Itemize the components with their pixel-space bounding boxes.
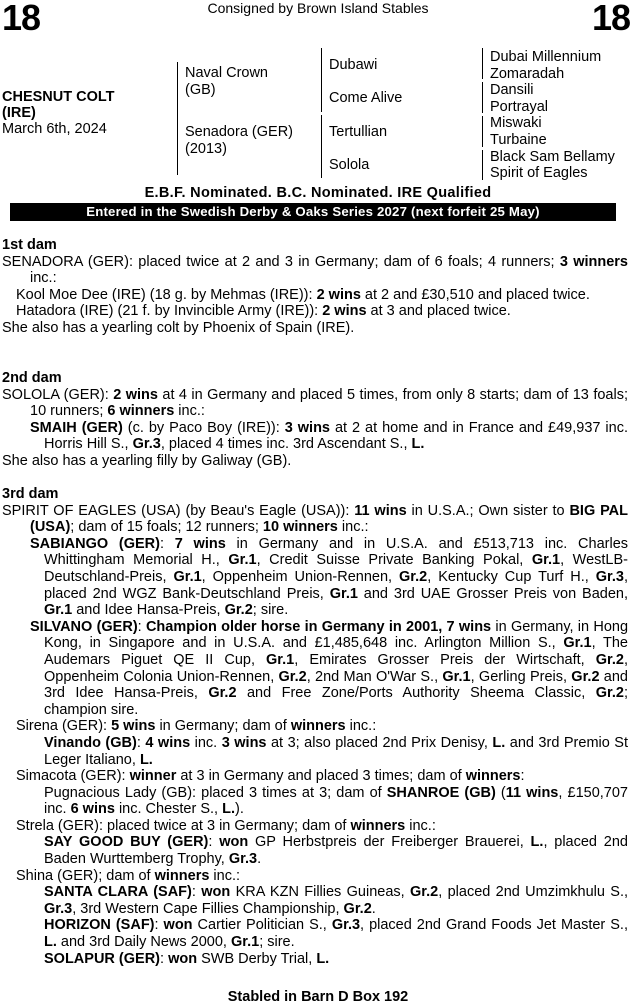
colt-info (2, 89, 115, 137)
produce-horizon: HORIZON (SAF): won Cartier Politician S., Gr.3, placed 2nd Grand Foods Jet Master S., L. and 3rd Daily News 2000, Gr.1; sire. (44, 917, 628, 951)
third-dam-heading: 3rd dam (2, 486, 59, 502)
pedigree-gen3: Dubai Millennium Zomaradah Dansili Portrayal Miswaki Turbaine Black Sam Bellamy Spirit of Eagles (490, 49, 615, 182)
second-dam-section (2, 370, 628, 470)
first-dam-heading: 1st dam (2, 237, 57, 253)
pedigree-gen2-2: Tertullian (329, 124, 388, 140)
consignor: Consigned by Brown Island Stables (207, 0, 429, 16)
lot-number-right: 18 (591, 0, 630, 38)
pedigree-line-3d (482, 150, 483, 180)
pedigree-gen2-0: Dubawi (329, 57, 378, 73)
first-dam-section (2, 237, 628, 337)
first-dam-summary: SENADORA (GER): placed twice at 2 and 3 in Germany; dam of 6 foals; 4 runners; 3 winners inc.: (2, 253, 628, 287)
produce-sirena: Sirena (GER): 5 wins in Germany; dam of winners inc.: (16, 718, 377, 735)
colt-name: CHESNUT COLT (2, 89, 115, 105)
second-dam-produce-1: SMAIH (GER) (c. by Paco Boy (IRE)): 3 wins at 2 at home and in France and £49,937 inc. Horris Hill S., Gr.3, placed 4 times inc. 3rd Ascendant S., L. (30, 419, 628, 453)
pedigree-dam: Senadora (GER) (2013) (185, 124, 293, 157)
produce-solapur: SOLAPUR (GER): won SWB Derby Trial, L. (44, 950, 330, 967)
produce-silvano: SILVANO (GER): Champion older horse in Germany in 2001, 7 wins in Germany, in Hong Kong, in Singapore and in U.S.A. and £1,485,648 inc. Arlington Million S., Gr.1, The Audemars Piguet QE II Cup, Gr.1, Emirates Grosser Preis der Wirtschaft, Gr.2, Oppenheim Colonia Union-Rennen, Gr.2, 2nd Man O'War S., Gr.1, Gerling Preis, Gr.2 and 3rd Idee Hansa-Preis, Gr.2 and Free Zone/Ports Authority Sheema Classic, Gr.2; champion sire. (30, 618, 629, 718)
produce-simacota: Simacota (GER): winner at 3 in Germany and placed 3 times; dam of winners: (16, 768, 525, 785)
second-dam-yearling: She also has a yearling filly by Galiway (GB). (2, 452, 292, 469)
produce-say-good-buy: SAY GOOD BUY (GER): won GP Herbstpreis der Freiberger Brauerei, L., placed 2nd Baden Wurttemberg Trophy, Gr.3. (44, 834, 628, 868)
produce-strela: Strela (GER): placed twice at 3 in Germany; dam of winners inc.: (16, 817, 436, 834)
third-dam-section (2, 486, 628, 967)
colt-dob: March 6th, 2024 (2, 121, 107, 137)
first-dam-produce-1: Kool Moe Dee (IRE) (18 g. by Mehmas (IRE)): 2 wins at 2 and £30,510 and placed twice. (16, 286, 590, 303)
pedigree-line-3b (482, 82, 483, 113)
series-banner: Entered in the Swedish Derby & Oaks Series 2027 (next forfeit 25 May) (10, 203, 616, 221)
third-dam-summary: SPIRIT OF EAGLES (USA) (by Beau's Eagle (USA)): 11 wins in U.S.A.; Own sister to BIG PAL (USA); dam of 15 foals; 12 runners; 10 winners inc.: (2, 502, 628, 536)
produce-pugnacious-lady: Pugnacious Lady (GB): placed 3 times at 3; dam of SHANROE (GB) (11 wins, £150,707 inc. 6 wins inc. Chester S., L.). (44, 784, 628, 818)
produce-shina: Shina (GER); dam of winners inc.: (16, 867, 241, 884)
pedigree-gen2-1: Come Alive (329, 90, 403, 106)
stabled-location: Stabled in Barn D Box 192 (227, 989, 409, 1005)
second-dam-heading: 2nd dam (2, 370, 62, 386)
lot-number-left: 18 (2, 0, 41, 38)
produce-santa-clara: SANTA CLARA (SAF): won KRA KZN Fillies Guineas, Gr.2, placed 2nd Umzimkhulu S., Gr.3, 3rd Western Cape Fillies Championship, Gr.2. (44, 884, 629, 917)
pedigree-line-3a (482, 48, 483, 79)
pedigree-sire: Naval Crown (GB) (185, 65, 268, 98)
colt-country: (IRE) (2, 105, 36, 121)
nominations: E.B.F. Nominated. B.C. Nominated. IRE Qualified (144, 185, 492, 201)
produce-sabiango: SABIANGO (GER): 7 wins in Germany and in U.S.A. and £513,713 inc. Charles Whittingham Memorial H., Gr.1, Credit Suisse Private Banking Pokal, Gr.1, WestLB-Deutschland-Preis, Gr.1, Oppenheim Union-Rennen, Gr.2, Kentucky Cup Turf H., Gr.3, placed 2nd WGZ Bank-Deutschland Preis, Gr.1 and 3rd UAE Grosser Preis von Baden, Gr.1 and Idee Hansa-Preis, Gr.2; sire. (30, 535, 629, 619)
pedigree-line-3c (482, 116, 483, 147)
produce-vinando: Vinando (GB): 4 wins inc. 3 wins at 3; also placed 2nd Prix Denisy, L. and 3rd Premio St Leger Italiano, L. (44, 734, 629, 768)
pedigree-line-2b (321, 115, 322, 178)
second-dam-summary: SOLOLA (GER): 2 wins at 4 in Germany and placed 5 times, from only 8 starts; dam of 13 foals; 10 runners; 6 winners inc.: (2, 386, 628, 420)
first-dam-yearling: She also has a yearling colt by Phoenix of Spain (IRE). (2, 319, 355, 336)
pedigree-line-1 (177, 62, 178, 175)
pedigree-line-2a (321, 48, 322, 112)
pedigree-gen2-3: Solola (329, 157, 370, 173)
first-dam-produce-2: Hatadora (IRE) (21 f. by Invincible Army (IRE)): 2 wins at 3 and placed twice. (16, 303, 511, 320)
